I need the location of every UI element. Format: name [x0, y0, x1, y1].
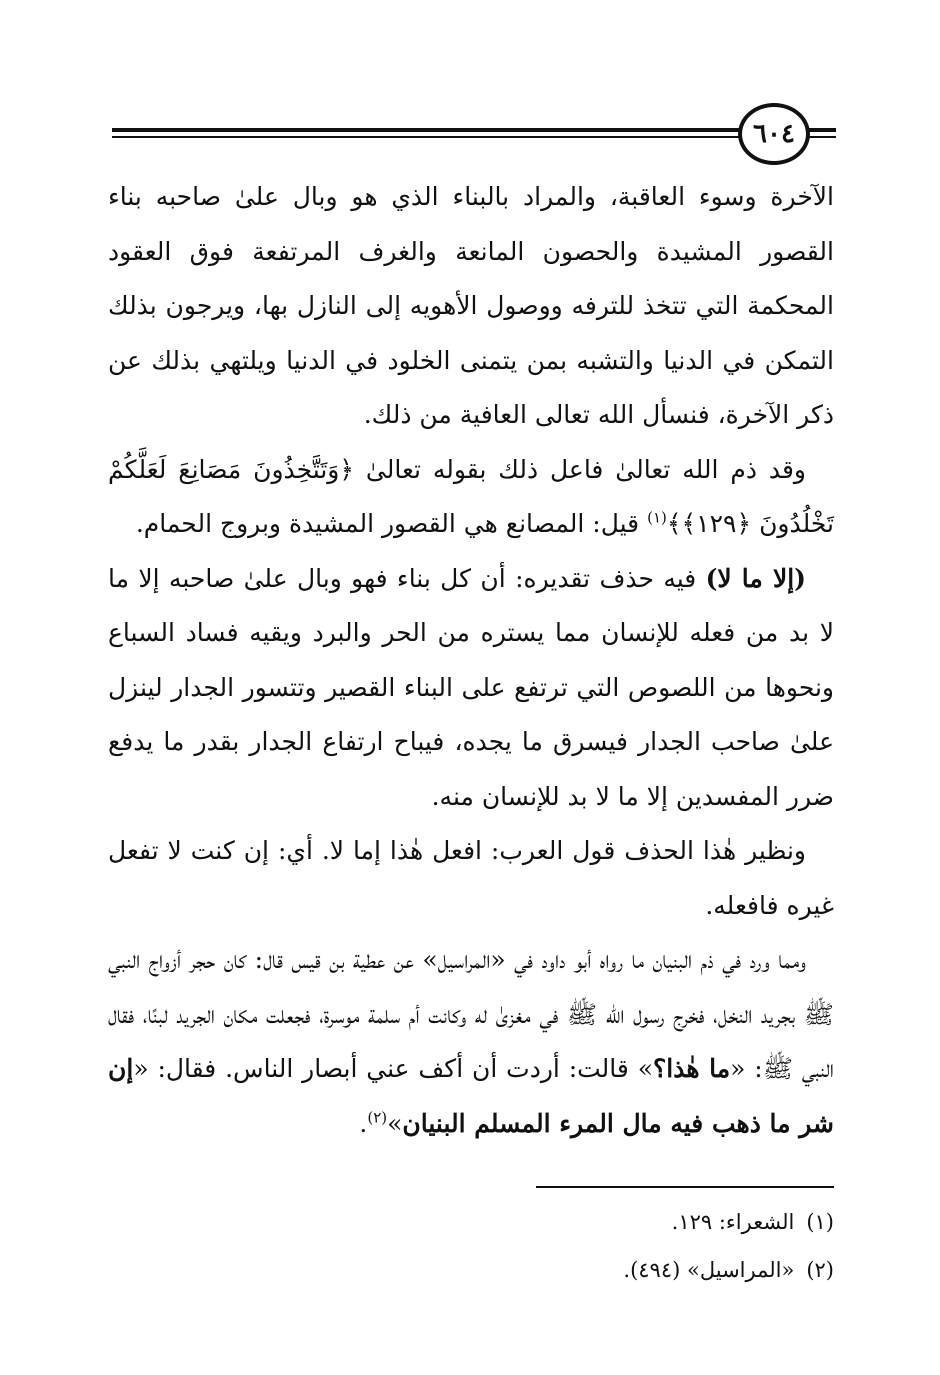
footnote-ref-1[interactable]: (١): [647, 508, 667, 527]
header-rule-end: [808, 128, 836, 138]
paragraph-2-tail: قيل: المصانع هي القصور المشيدة وبروج الحمام.: [135, 509, 648, 538]
main-text: [108, 170, 834, 1151]
footnotes: [108, 1198, 834, 1294]
footnote-2-text: «المراسيل» (٤٩٤).: [623, 1258, 795, 1282]
paragraph-5-quote-2: إن شر ما ذهب فيه مال المرء المسلم البنيان: [108, 1054, 834, 1138]
page-number-badge: [738, 103, 810, 165]
paragraph-3-tail: فيه حذف تقديره: أن كل بناء فهو وبال علىٰ صاحبه إلا ما لا بد من فعله للإنسان مما يستره من الحر والبرد ويقيه فساد السباع ونحوها من اللصوص التي ترتفع على البناء القصير وتتسور الجدار لينزل علىٰ صاحب الجدار فيسرق ما يجده، فيباح ارتفاع الجدار بقدر ما يدفع ضرر المفسدين إلا ما لا بد للإنسان منه.: [108, 563, 834, 811]
paragraph-4-text: ونظير هٰذا الحذف قول العرب: افعل هٰذا إما لا. أي: إن كنت لا تفعل غيره فافعله.: [108, 836, 834, 920]
paragraph-1-text: الآخرة وسوء العاقبة، والمراد بالبناء الذي هو وبال علىٰ صاحبه بناء القصور المشيدة والحصون المانعة والغرف المرتفعة فوق العقود المحكمة التي تتخذ للترفه ووصول الأهويه إلى النازل بها، ويرجون بذلك التمكن في الدنيا والتشبه بمن يتمنى الخلود في الدنيا ويلتهي بذلك عن ذكر الآخرة، فنسأل الله تعالى العافية من ذلك.: [108, 182, 834, 429]
paragraph-4: [108, 824, 834, 933]
paragraph-3: [108, 552, 834, 825]
quran-verse: ﴿وَتَتَّخِذُونَ مَصَانِعَ لَعَلَّكُمْ تَخْلُدُونَ ﴿١٢٩﴾﴾: [108, 454, 834, 538]
paragraph-5: [108, 933, 834, 1151]
footnote-1-number: (١): [806, 1210, 834, 1234]
paragraph-5-final: .: [359, 1108, 368, 1138]
footnote-ref-2[interactable]: (٢): [367, 1108, 388, 1127]
paragraph-2-lead: وقد ذم الله تعالىٰ فاعل ذلك بقوله تعالىٰ: [354, 454, 806, 484]
footnote-2: [108, 1246, 834, 1294]
page-number: ٦٠٤: [753, 119, 795, 149]
paragraph-5-text: ومما ورد في ذم البنيان ما رواه أبو داود في «المراسيل» عن عطية بن قيس قال: كان حجر أزواج النبي ﷺ بجريد النخل، فخرج رسول الله ﷺ في مغزىٰ له وكانت أم سلمة موسرة، فجعلت مكان الجريد لبنًا، فقال النبي ﷺ: «: [108, 945, 834, 1083]
footnote-1-text: الشعراء: ١٢٩.: [671, 1210, 795, 1234]
paragraph-2: [108, 443, 834, 552]
footnote-1: [108, 1198, 834, 1246]
header-rule: [112, 128, 742, 138]
footnote-separator: [536, 1186, 834, 1188]
paragraph-5-mid: » قالت: أردت أن أكف عني أبصار الناس. فقال: «: [133, 1054, 653, 1083]
paragraph-5-quote-1: ما هٰذا؟: [653, 1054, 731, 1083]
footnote-2-number: (٢): [806, 1258, 834, 1282]
paragraph-3-lead: (إلا ما لا): [705, 563, 806, 593]
paragraph-1: [108, 170, 834, 443]
paragraph-5-close: »: [387, 1108, 403, 1138]
